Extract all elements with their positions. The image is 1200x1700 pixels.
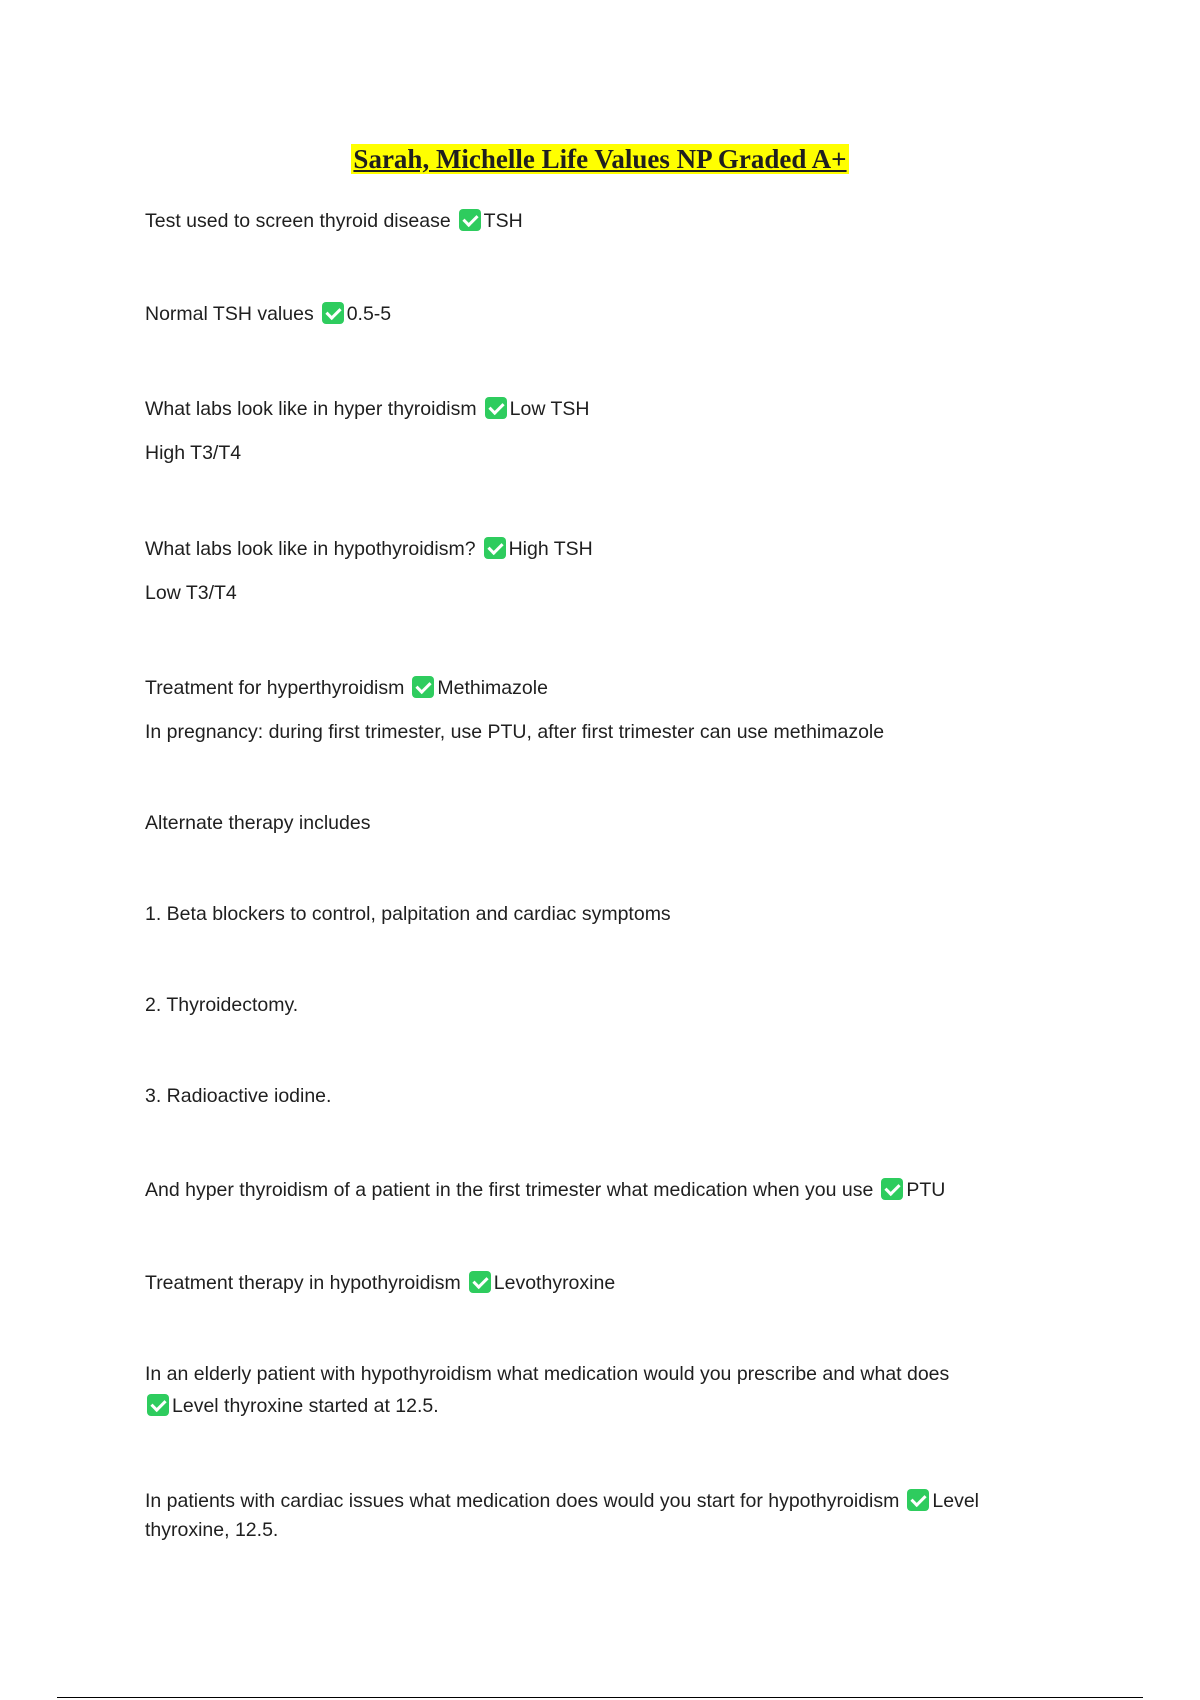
answer-text: 0.5-5 [346, 303, 392, 325]
check-mark-icon [485, 397, 507, 419]
qa-line [145, 1177, 945, 1203]
list-item: 3. Radioactive iodine. [145, 1085, 332, 1107]
answer-text: PTU [906, 1179, 946, 1201]
check-mark-icon [469, 1271, 491, 1293]
answer-continuation: In pregnancy: during first trimester, use PTU, after first trimester can use methimazole [145, 721, 885, 743]
answer-continuation: thyroxine, 12.5. [145, 1519, 279, 1541]
qa-line [145, 1270, 615, 1296]
question-text: Treatment therapy in hypothyroidism [145, 1272, 461, 1294]
document-title: Sarah, Michelle Life Values NP Graded A+ [353, 144, 847, 174]
answer-continuation: Low T3/T4 [145, 582, 237, 604]
question-text: And hyper thyroidism of a patient in the first trimester what medication when you use [145, 1179, 874, 1201]
check-mark-icon [459, 209, 481, 231]
answer-line [145, 1393, 439, 1419]
answer-text: Levothyroxine [493, 1272, 616, 1294]
check-mark-icon [412, 676, 434, 698]
question-text: What labs look like in hyper thyroidism [145, 398, 477, 420]
question-text: Normal TSH values [145, 303, 314, 325]
answer-continuation: High T3/T4 [145, 442, 242, 464]
answer-text: Level thyroxine started at 12.5. [172, 1395, 439, 1417]
qa-line [145, 301, 391, 327]
question-text: In an elderly patient with hypothyroidism what medication would you prescribe and what does [145, 1363, 950, 1385]
qa-line [145, 536, 593, 562]
check-mark-icon [907, 1489, 929, 1511]
question-text: Test used to screen thyroid disease [145, 210, 451, 232]
footer-rule [57, 1697, 1143, 1698]
check-mark-icon [147, 1394, 169, 1416]
qa-line [145, 396, 589, 422]
answer-text: Level [932, 1490, 979, 1512]
answer-text: Methimazole [437, 677, 548, 699]
question-text: What labs look like in hypothyroidism? [145, 538, 476, 560]
qa-line [145, 675, 548, 701]
answer-text: High TSH [508, 538, 593, 560]
question-text: In patients with cardiac issues what medication does would you start for hypothyroidism [145, 1490, 900, 1512]
answer-text: TSH [483, 210, 523, 232]
check-mark-icon [484, 537, 506, 559]
check-mark-icon [322, 302, 344, 324]
check-mark-icon [881, 1178, 903, 1200]
list-item: 2. Thyroidectomy. [145, 994, 299, 1016]
qa-line [145, 208, 523, 234]
text-line: Alternate therapy includes [145, 812, 371, 834]
question-text: Treatment for hyperthyroidism [145, 677, 405, 699]
qa-line [145, 1488, 979, 1514]
answer-text: Low TSH [509, 398, 590, 420]
list-item: 1. Beta blockers to control, palpitation and cardiac symptoms [145, 903, 671, 925]
